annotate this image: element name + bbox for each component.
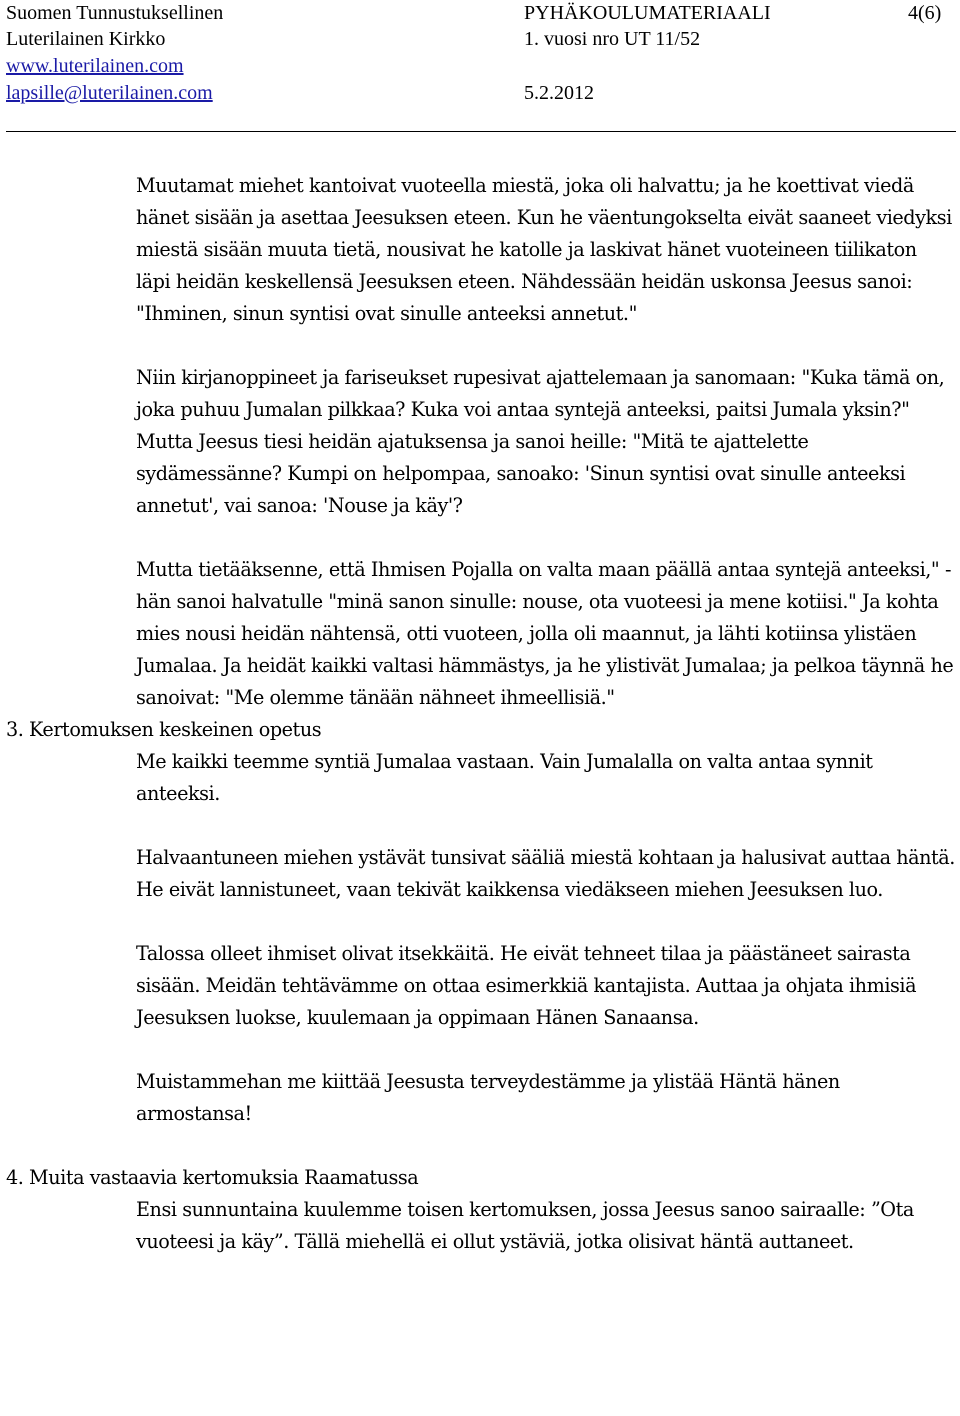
section-3-paragraph-1: Me kaikki teemme syntiä Jumalaa vastaan. Vain Jumalalla on valta antaa synnit anteeksi. [136,750,873,805]
header-website-link[interactable]: www.luterilainen.com [6,55,184,77]
header-category: PYHÄKOULUMATERIAALI [524,2,771,24]
header-issue: 1. vuosi nro UT 11/52 [524,28,701,50]
story-paragraph-1: Muutamat miehet kantoivat vuoteella miestä, joka oli halvattu; ja he koettivat viedä hänet sisään ja asettaa Jeesuksen eteen. Kun he väentungokselta eivät saaneet viedyksi miestä sisään muuta tietä, nousivat he katolle ja laskivat hänet vuoteineen tiilikaton läpi heidän keskellensä Jeesuksen eteen. Nähdessään heidän uskonsa Jeesus sanoi: "Ihminen, sinun syntisi ovat sinulle anteeksi annetut." [136,174,952,325]
header-row-3 [0,53,960,79]
header-org-line-1: Suomen Tunnustuksellinen [6,2,224,24]
section-4-heading: 4. Muita vastaavia kertomuksia Raamatussa [6,1166,419,1189]
section-3-heading: 3. Kertomuksen keskeinen opetus [6,718,322,741]
story-paragraph-2: Niin kirjanoppineet ja fariseukset rupesivat ajattelemaan ja sanomaan: "Kuka tämä on, joka puhuu Jumalan pilkkaa? Kuka voi antaa syntejä anteeksi, paitsi Jumala yksin?" Mutta Jeesus tiesi heidän ajatuksensa ja sanoi heille: "Mitä te ajattelette sydämessänne? Kumpi on helpompaa, sanoako: 'Sinun syntisi ovat sinulle anteeksi annetut', vai sanoa: 'Nouse ja käy'? [136,366,945,517]
page-content [0,170,960,1258]
header-divider [6,131,956,132]
header-row-2 [0,26,960,52]
section-4-paragraph-1: Ensi sunnuntaina kuulemme toisen kertomuksen, jossa Jeesus sanoo sairaalle: ”Ota vuoteesi ja käy”. Tällä miehellä ei ollut ystäviä, jotka olisivat häntä auttaneet. [136,1198,914,1253]
header-row-4 [0,80,960,106]
header-page-number: 4(6) [908,2,942,24]
section-3-paragraph-4: Muistammehan me kiittää Jeesusta terveydestämme ja ylistää Häntä hänen armostansa! [136,1070,840,1125]
header-org-line-2: Luterilainen Kirkko [6,28,166,50]
story-paragraph-3: Mutta tietääksenne, että Ihmisen Pojalla on valta maan päällä antaa syntejä anteeksi," - hän sanoi halvatulle "minä sanon sinulle: nouse, ota vuoteesi ja mene kotiisi." Ja kohta mies nousi heidän nähtensä, otti vuoteen, jolla oli maannut, ja lähti kotiinsa ylistäen Jumalaa. Ja heidät kaikki valtasi hämmästys, ja he ylistivät Jumalaa; ja pelkoa täynnä he sanoivat: "Me olemme tänään nähneet ihmeellisiä." [136,558,954,709]
header-date: 5.2.2012 [524,82,594,104]
header-row-1 [0,0,960,26]
section-3-paragraph-2: Halvaantuneen miehen ystävät tunsivat sääliä miestä kohtaan ja halusivat auttaa häntä. He eivät lannistuneet, vaan tekivät kaikkensa viedäkseen miehen Jeesuksen luo. [136,846,955,901]
section-3-paragraph-3: Talossa olleet ihmiset olivat itsekkäitä. He eivät tehneet tilaa ja päästäneet sairasta sisään. Meidän tehtävämme on ottaa esimerkkiä kantajista. Auttaa ja ohjata ihmisiä Jeesuksen luokse, kuulemaan ja oppimaan Hänen Sanaansa. [136,942,917,1029]
header-email-link[interactable]: lapsille@luterilainen.com [6,82,213,104]
